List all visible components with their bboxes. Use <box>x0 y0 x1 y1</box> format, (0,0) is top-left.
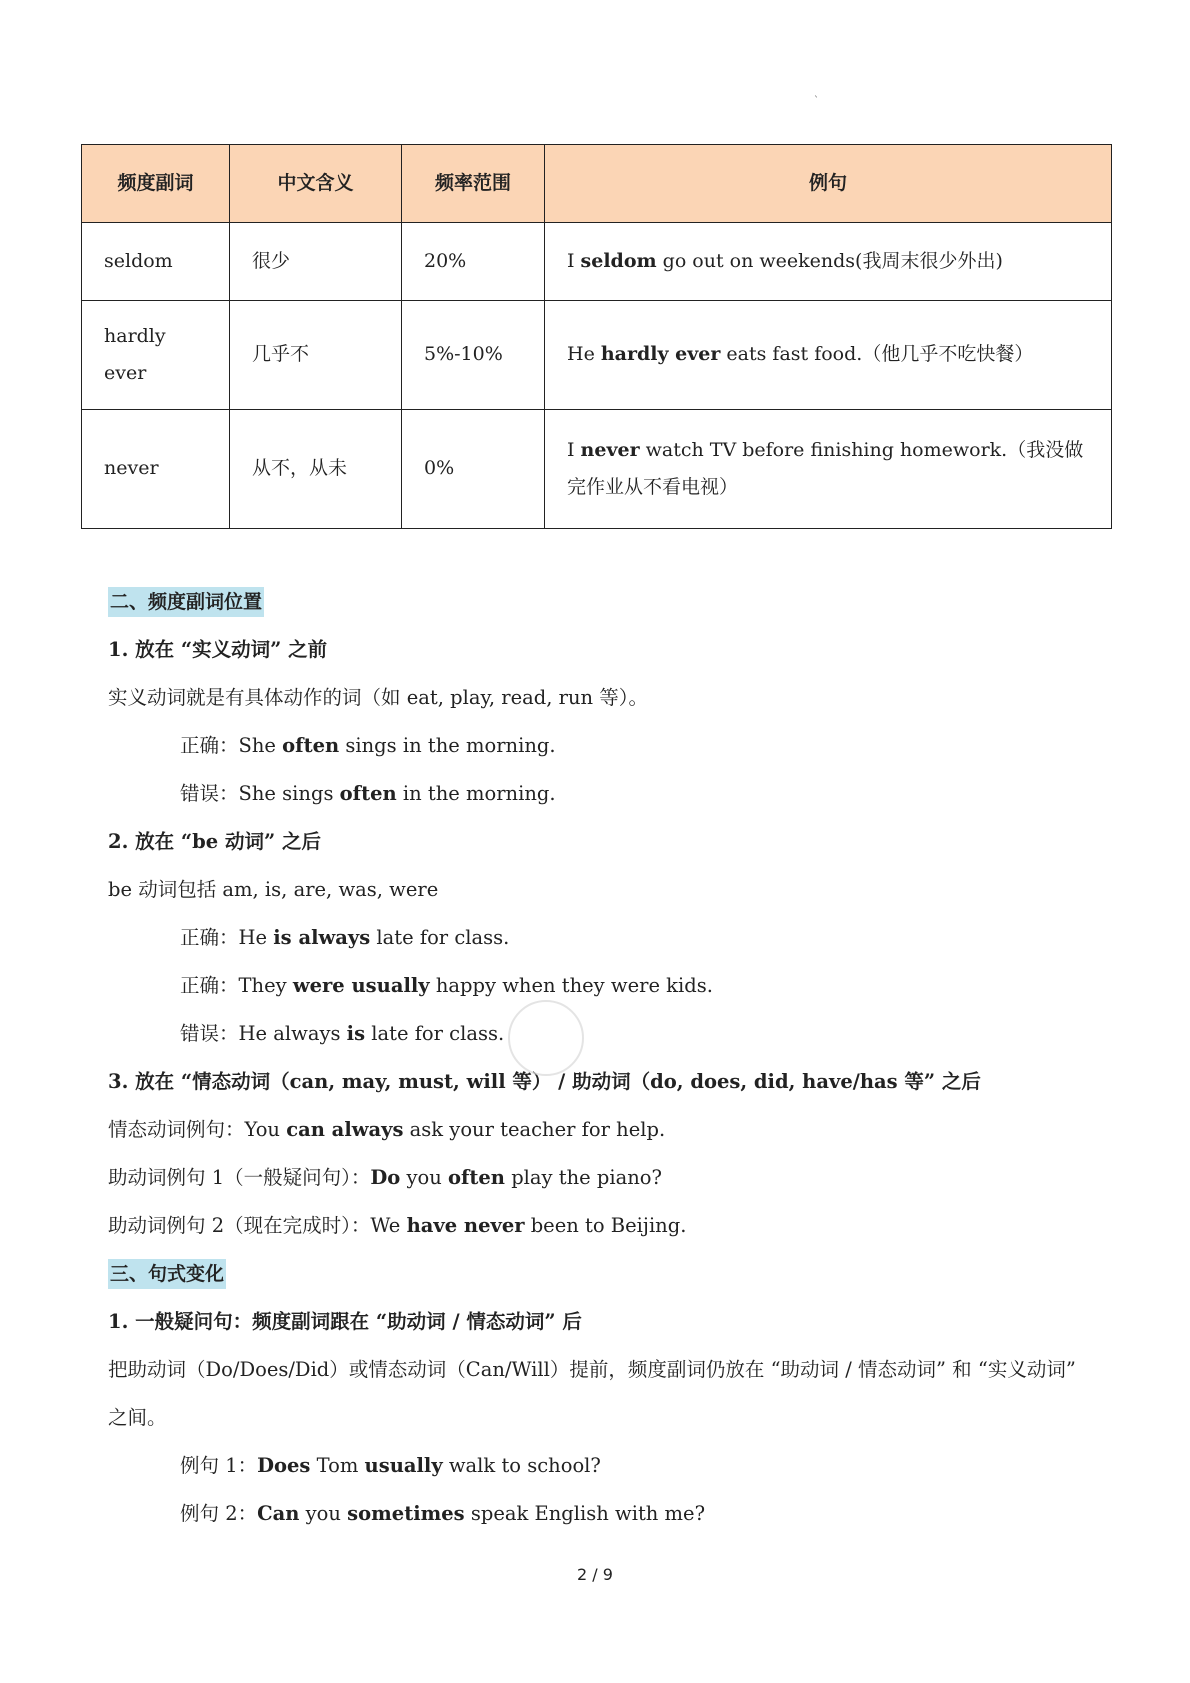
main-content <box>108 578 1098 1538</box>
header-adverb: 频度副词 <box>82 145 230 223</box>
table-header-row <box>82 145 1112 223</box>
header-frequency: 频率范围 <box>402 145 545 223</box>
subsection-title: 2. 放在 “be 动词” 之后 <box>108 830 321 853</box>
table-row <box>82 410 1112 529</box>
table-row <box>82 301 1112 410</box>
example-line: 正确：He is always late for class. <box>180 926 510 949</box>
paragraph: 实义动词就是有具体动作的词（如 eat, play, read, run 等）。 <box>108 686 649 709</box>
example-line: 错误：He always is late for class. <box>180 1022 505 1045</box>
cell-example: He hardly ever eats fast food.（他几乎不吃快餐） <box>545 301 1112 410</box>
cell-meaning: 从不，从未 <box>230 410 402 529</box>
section-heading: 三、句式变化 <box>108 1250 1098 1298</box>
header-meaning: 中文含义 <box>230 145 402 223</box>
paragraph: 把助动词（Do/Does/Did）或情态动词（Can/Will）提前，频度副词仍放在 “助动词 / 情态动词” 和 “实义动词” 之间。 <box>108 1358 1076 1429</box>
header-example: 例句 <box>545 145 1112 223</box>
watermark-stamp <box>508 1000 584 1076</box>
example-line: 助动词例句 2（现在完成时）：We have never been to Beijing. <box>108 1214 687 1237</box>
cell-adverb: hardly ever <box>82 301 230 410</box>
table-row <box>82 223 1112 301</box>
cell-frequency: 0% <box>402 410 545 529</box>
example-line: 错误：She sings often in the morning. <box>180 782 556 805</box>
example-line: 例句 1：Does Tom usually walk to school? <box>180 1454 601 1477</box>
frequency-adverb-table <box>81 144 1112 529</box>
cell-adverb: seldom <box>82 223 230 301</box>
subsection-title: 1. 放在 “实义动词” 之前 <box>108 638 328 661</box>
paragraph: be 动词包括 am, is, are, was, were <box>108 878 439 901</box>
cell-meaning: 很少 <box>230 223 402 301</box>
example-line: 例句 2：Can you sometimes speak English with me? <box>180 1502 706 1525</box>
subsection-title: 3. 放在 “情态动词（can, may, must, will 等） / 助动词（do, does, did, have/has 等” 之后 <box>108 1070 981 1093</box>
example-line: 正确：They were usually happy when they were kids. <box>180 974 713 997</box>
example-line: 助动词例句 1（一般疑问句）：Do you often play the piano? <box>108 1166 662 1189</box>
cell-frequency: 5%-10% <box>402 301 545 410</box>
cell-example: I never watch TV before finishing homework.（我没做完作业从不看电视） <box>545 410 1112 529</box>
subsection-title: 1. 一般疑问句：频度副词跟在 “助动词 / 情态动词” 后 <box>108 1310 582 1333</box>
example-line: 正确：She often sings in the morning. <box>180 734 556 757</box>
example-line: 情态动词例句：You can always ask your teacher for help. <box>108 1118 666 1141</box>
page-number: 2 / 9 <box>577 1565 613 1584</box>
cell-frequency: 20% <box>402 223 545 301</box>
cell-example: I seldom go out on weekends(我周末很少外出) <box>545 223 1112 301</box>
cell-adverb: never <box>82 410 230 529</box>
cell-meaning: 几乎不 <box>230 301 402 410</box>
header-mark: ` <box>814 96 819 107</box>
section-heading: 二、频度副词位置 <box>108 578 1098 626</box>
